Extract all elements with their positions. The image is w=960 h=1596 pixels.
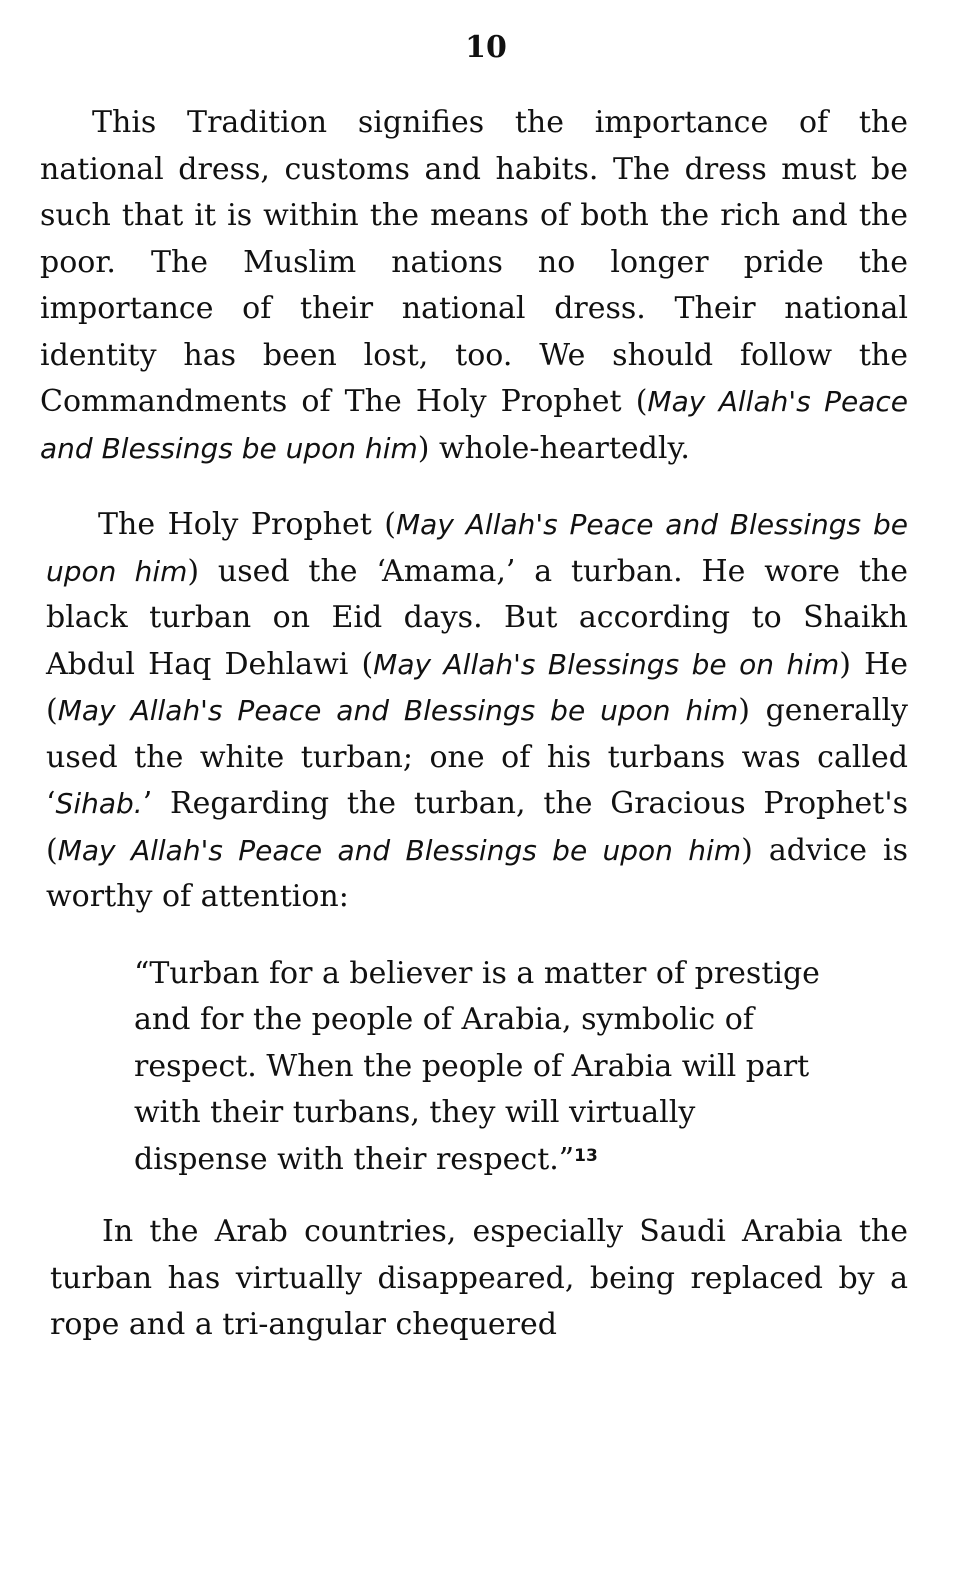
- honorific-italic: May Allah's Peace and Blessings be upon him: [57, 694, 739, 727]
- footnote-marker: 13: [574, 1145, 598, 1166]
- paragraph-text: ) generally used the white turban; one of his turbans was called ‘: [46, 693, 908, 821]
- paragraph-text: ’ Regarding the turban, the Gracious Prophet's (: [46, 786, 908, 868]
- paragraph-text: ) advice is worthy of attention:: [46, 832, 908, 914]
- paragraph-text: ) He (: [46, 646, 909, 728]
- honorific-italic: May Allah's Blessings be on him: [373, 647, 840, 681]
- paragraph-text: ) whole-heartedly.: [417, 430, 690, 466]
- paragraph-3: [50, 1209, 908, 1349]
- honorific-italic: May Allah's Peace and Blessings be upon him: [40, 385, 908, 465]
- book-page: [40, 0, 908, 1349]
- paragraph-2: [46, 502, 908, 921]
- paragraph-3-text: In the Arab countries, especially Saudi Arabia the turban has virtually disappeared, being replaced by a rope and a tri-angular chequered: [50, 1214, 908, 1342]
- honorific-italic: May Allah's Peace and Blessings be upon him: [57, 833, 742, 867]
- page-number: 10: [465, 30, 507, 65]
- honorific-italic: May Allah's Peace and Blessings be upon him: [46, 508, 908, 588]
- paragraph-1: [40, 100, 908, 472]
- quote-text: “Turban for a believer is a matter of prestige and for the people of Arabia, symbolic of respect. When the people of Arabia will part with their turbans, they will virtually dispense with their respect.”: [134, 955, 820, 1177]
- paragraph-text: The Holy Prophet (: [98, 507, 396, 542]
- paragraph-text: This Tradition signifies the importance of the national dress, customs and habits. The dress must be such that it is within the means of both the rich and the poor. The Muslim nations no longer pride the importance of their national dress. Their national identity has been lost, too. We should follow the Commandments of The Holy Prophet (: [40, 105, 908, 419]
- block-quote: [134, 951, 824, 1184]
- honorific-italic: Sihab.: [55, 787, 143, 820]
- paragraph-text: ) used the ‘Amama,’ a turban. He wore the black turban on Eid days. But according to Shaikh Abdul Haq Dehlawi (: [46, 553, 908, 682]
